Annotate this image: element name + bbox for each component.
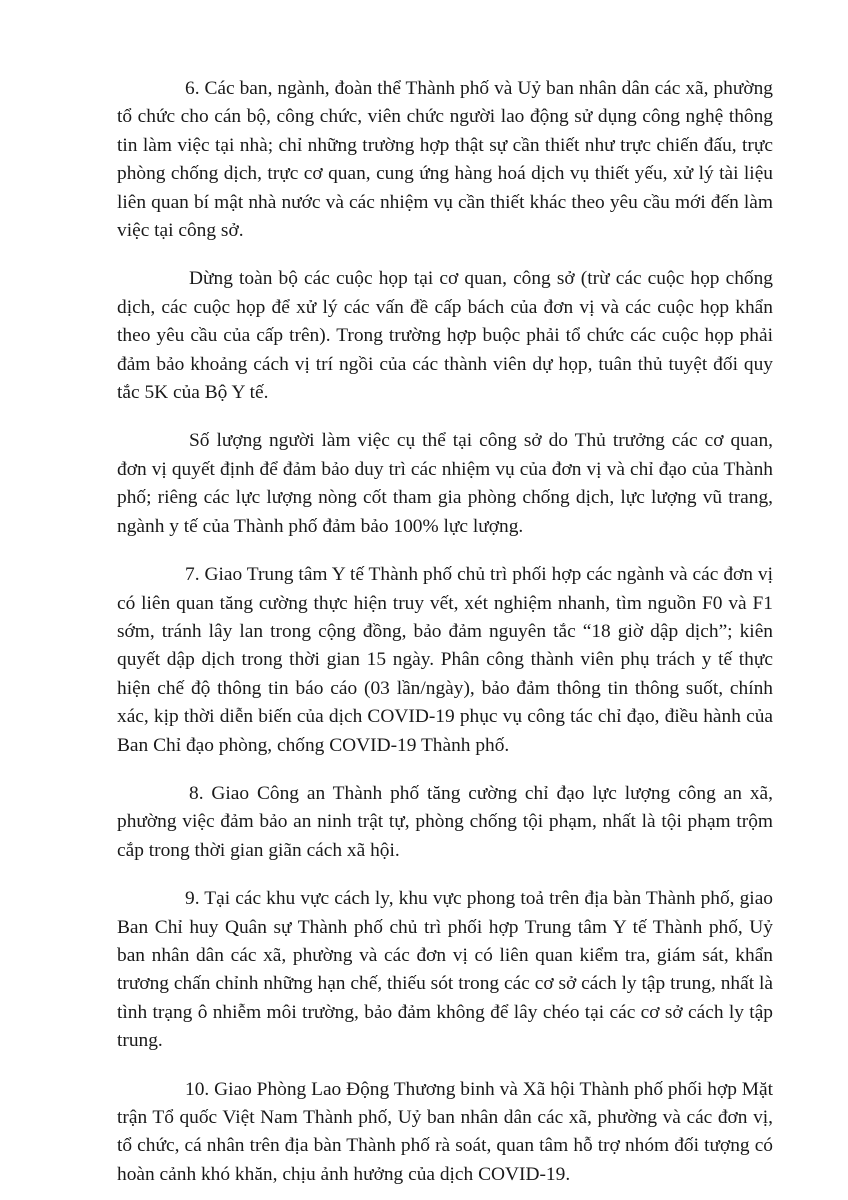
paragraph-item-8: 8. Giao Công an Thành phố tăng cường chỉ đạo lực lượng công an xã, phường việc đảm bảo an ninh trật tự, phòng chống tội phạm, nhất là tội phạm trộm cắp trong thời gian giãn cách xã hội. [117, 782, 773, 861]
paragraph-item-10: 10. Giao Phòng Lao Động Thương binh và Xã hội Thành phố phối hợp Mặt trận Tổ quốc Việt Nam Thành phố, Uỷ ban nhân dân các xã, phường và các đơn vị, tổ chức, cá nhân trên địa bàn Thành phố rà soát, quan tâm hỗ trợ nhóm đối tượng có hoàn cảnh khó khăn, chịu ảnh hưởng của dịch COVID-19. [117, 1078, 773, 1185]
paragraph-meetings-suspension: Dừng toàn bộ các cuộc họp tại cơ quan, công sở (trừ các cuộc họp chống dịch, các cuộc họp để xử lý các vấn đề cấp bách của đơn vị và các cuộc họp khẩn theo yêu cầu của cấp trên). Trong trường hợp buộc phải tổ chức các cuộc họp phải đảm bảo khoảng cách vị trí ngồi của các thành viên dự họp, tuân thủ tuyệt đối quy tắc 5K của Bộ Y tế. [117, 268, 773, 404]
paragraph-item-7: 7. Giao Trung tâm Y tế Thành phố chủ trì phối hợp các ngành và các đơn vị có liên quan tăng cường thực hiện truy vết, xét nghiệm nhanh, tìm nguồn F0 và F1 sớm, tránh lây lan trong cộng đồng, bảo đảm nguyên tắc “18 giờ dập dịch”; kiên quyết dập dịch trong thời gian 15 ngày. Phân công thành viên phụ trách y tế thực hiện chế độ thông tin báo cáo (03 lần/ngày), bảo đảm thông tin thông suốt, chính xác, kịp thời diễn biến của dịch COVID-19 phục vụ công tác chỉ đạo, điều hành của Ban Chỉ đạo phòng, chống COVID-19 Thành phố. [117, 564, 773, 756]
paragraph-item-9: 9. Tại các khu vực cách ly, khu vực phong toả trên địa bàn Thành phố, giao Ban Chỉ huy Quân sự Thành phố chủ trì phối hợp Trung tâm Y tế Thành phố, Uỷ ban nhân dân các xã, phường và các đơn vị có liên quan kiểm tra, giám sát, khẩn trương chấn chỉnh những hạn chế, thiếu sót trong các cơ sở cách ly tập trung, nhất là tình trạng ô nhiễm môi trường, bảo đảm không để lây chéo tại các cơ sở cách ly tập trung. [117, 888, 773, 1052]
paragraph-item-6: 6. Các ban, ngành, đoàn thể Thành phố và Uỷ ban nhân dân các xã, phường tổ chức cho cán bộ, công chức, viên chức người lao động sử dụng công nghệ thông tin làm việc tại nhà; chỉ những trường hợp thật sự cần thiết như trực chiến đấu, trực phòng chống dịch, trực cơ quan, cung ứng hàng hoá dịch vụ thiết yếu, xử lý tài liệu liên quan bí mật nhà nước và các nhiệm vụ cần thiết khác theo yêu cầu mới đến làm việc tại công sở. [117, 78, 773, 242]
document-body [117, 75, 773, 1189]
paragraph-office-staffing: Số lượng người làm việc cụ thể tại công sở do Thủ trưởng các cơ quan, đơn vị quyết định để đảm bảo duy trì các nhiệm vụ của đơn vị và chỉ đạo của Thành phố; riêng các lực lượng nòng cốt tham gia phòng chống dịch, lực lượng vũ trang, ngành y tế của Thành phố đảm bảo 100% lực lượng. [117, 430, 773, 537]
